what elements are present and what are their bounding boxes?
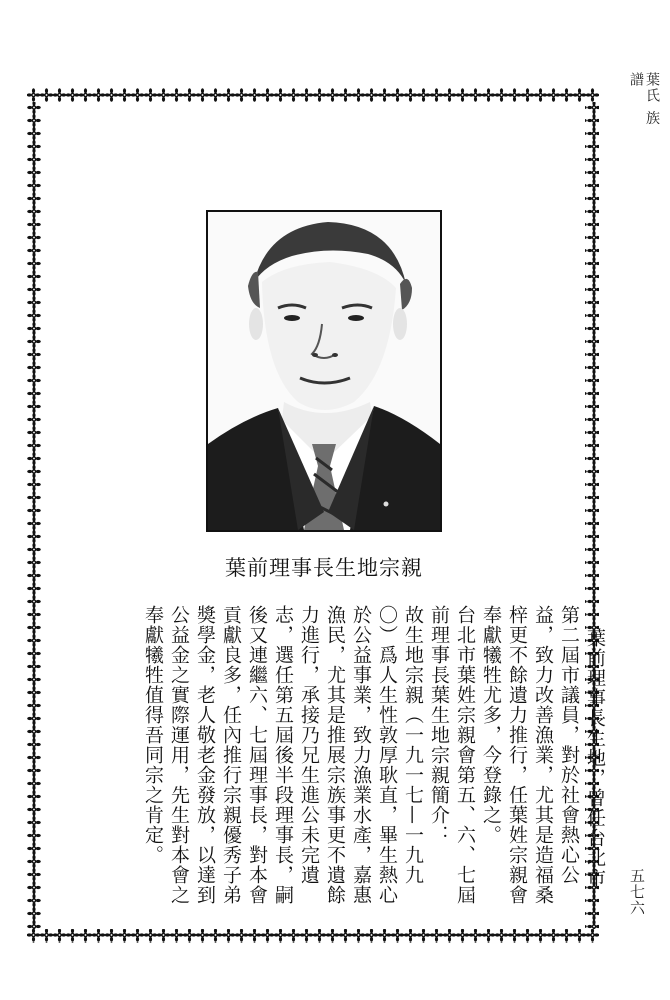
- page-number: 五七六: [628, 868, 646, 916]
- photo-caption: 葉前理事長生地宗親: [225, 556, 423, 580]
- bio-subtitle: 台北市葉姓宗親會第五、六、七屆前理事長葉生地宗親簡介：: [428, 605, 476, 905]
- bio-body: 故生地宗親（一九一七—一九九〇）爲人生性敦厚耿直，畢生熱心於公益事業，致力漁業水產，嘉惠漁民，尤其是推展宗族事更不遺餘力進行，承接乃兄生進公未完遺志，選任第五屆後半段理事長，嗣後又連繼六、七屆理事長，對本會貢獻良多，任內推行宗親優秀子弟獎學金，老人敬老金發放，以達到公益金之實際運用，先生對本會之奉獻犧牲值得吾同宗之肯定。: [142, 605, 424, 905]
- header-mark: 葉氏 族譜: [628, 72, 660, 127]
- bio-intro: 葉前理事長生地，曾任台北市第二屆市議員，對於社會熱心公益，致力改善漁業，尤其是造福桑梓更不餘遺力推行，任葉姓宗親會奉獻犧牲尤多，今登錄之。: [480, 605, 606, 905]
- biography-text: [140, 605, 608, 905]
- portrait-photo: [206, 210, 442, 532]
